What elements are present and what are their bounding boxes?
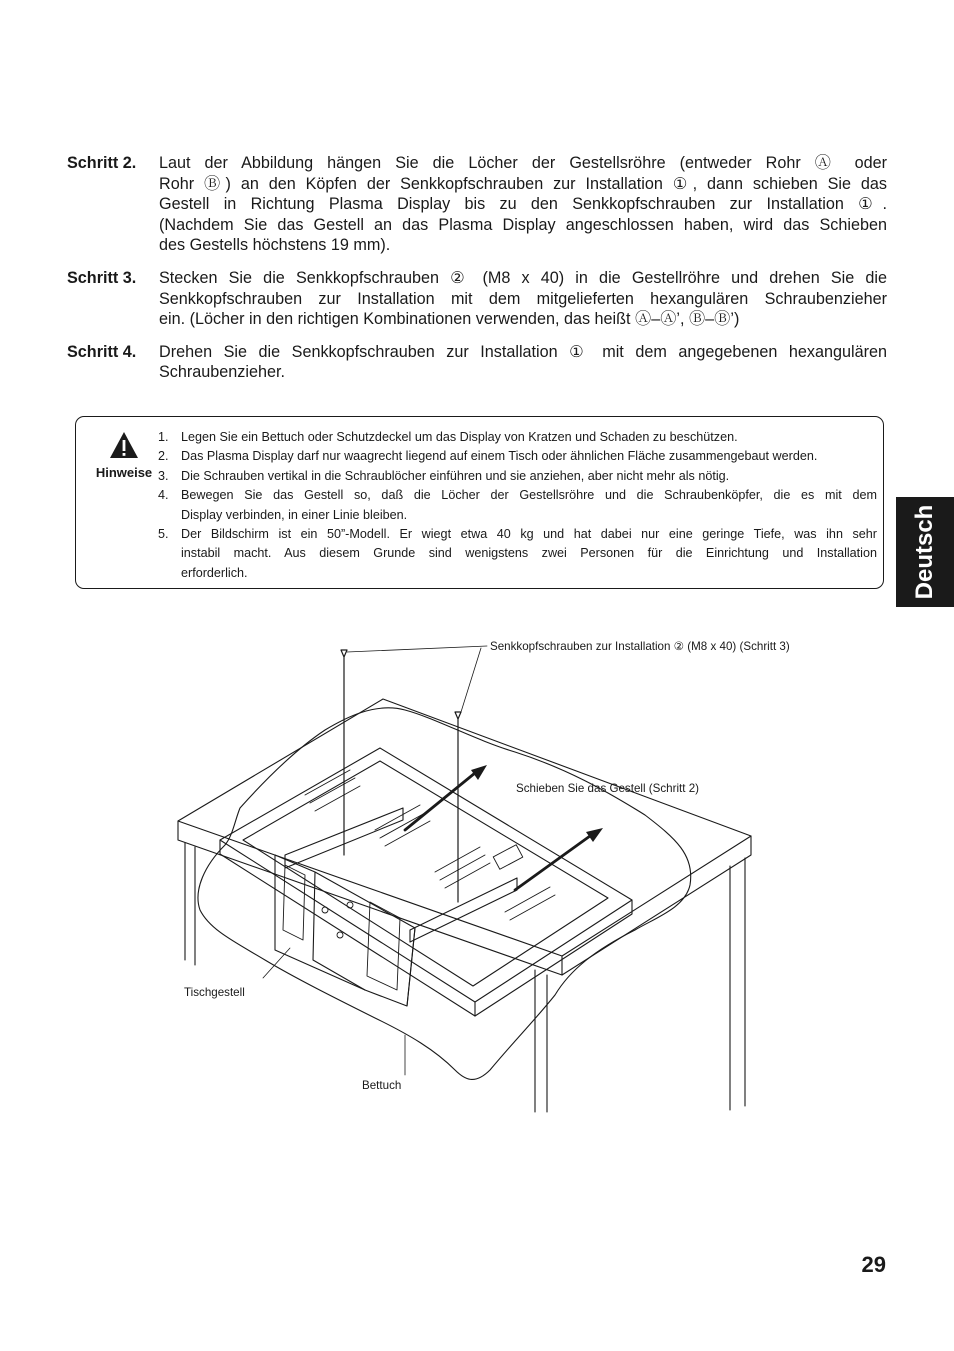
note-text-line: Bewegen Sie das Gestell so, daß die Löcher der Gestellsröhre und die Schraubenköpfer, die es mit dem <box>181 488 877 503</box>
note-text <box>181 428 877 447</box>
notes-box <box>75 416 884 589</box>
note-number: 1. <box>158 430 169 444</box>
note-text-line: Display verbinden, in einer Linie bleiben. <box>181 507 408 522</box>
step-text-line: des Gestells höchstens 19 mm). <box>159 236 391 255</box>
slide-caption: Schieben Sie das Gestell (Schritt 2) <box>516 782 700 795</box>
installation-illustration <box>175 640 775 1120</box>
note-text-line: Legen Sie ein Bettuch oder Schutzdeckel um das Display von Kratzen und Schaden zu beschützen. <box>181 430 738 444</box>
table-caption: Tischgestell <box>184 986 245 999</box>
step-item <box>67 153 887 256</box>
note-item <box>158 428 877 447</box>
warning-icon <box>109 431 139 459</box>
note-text-line: Die Schrauben vertikal in die Schraublöcher einführen und sie anziehen, aber nicht mehr als nötig. <box>181 468 730 483</box>
step-text-line: Rohr Ⓑ) an den Köpfen der Senkkopfschrauben zur Installation ①, dann schieben Sie das <box>159 174 887 193</box>
note-text-line: erforderlich. <box>181 565 248 580</box>
note-text-line: Der Bildschirm ist ein 50”-Modell. Er wiegt etwa 40 kg und hat dabei nur eine geringe Tiefe, was ihn sehr <box>181 527 877 542</box>
step-label: Schritt 3. <box>67 268 137 287</box>
sheet-caption: Bettuch <box>362 1079 402 1092</box>
step-text-line: Gestell in Richtung Plasma Display bis zu den Senkkopfschrauben zur Installation ①. <box>159 195 887 214</box>
step-text-line: Stecken Sie die Senkkopfschrauben ② (M8 x 40) in die Gestellröhre und drehen Sie die <box>159 268 887 287</box>
screws-caption: Senkkopfschrauben zur Installation ② (M8 x 40) (Schritt 3) <box>490 640 790 653</box>
step-text-line: Schraubenzieher. <box>159 363 285 382</box>
step-text-line: Senkkopfschrauben zur Installation mit dem mitgelieferten hexangulären Schraubenzieher <box>159 289 887 308</box>
step-label: Schritt 2. <box>67 154 137 172</box>
note-text-line: instabil macht. Aus diesem Grunde sind wenigstens zwei Personen für die Einrichtung und Installation <box>181 546 877 561</box>
step-text-line: Laut der Abbildung hängen Sie die Löcher der Gestellsröhre (entweder Rohr Ⓐ oder <box>159 154 887 172</box>
note-text <box>181 525 877 583</box>
notes-label: Hinweise <box>95 465 153 480</box>
table-legs <box>185 843 745 1112</box>
screw-leaders <box>347 646 487 712</box>
language-tab-label: Deutsch <box>911 504 938 600</box>
step-item <box>67 342 887 383</box>
step-text <box>159 153 887 256</box>
note-text <box>181 447 877 466</box>
step-item <box>67 268 887 330</box>
step-text <box>159 268 887 330</box>
step-text-line: (Nachdem Sie das Gestell an das Plasma Display angeschlossen haben, wird das Schieben <box>159 215 887 234</box>
notes-list <box>158 428 877 583</box>
screws <box>341 650 461 902</box>
note-number: 2. <box>158 449 169 464</box>
note-item <box>158 486 877 525</box>
stand-base <box>275 855 415 1006</box>
warning-block <box>84 431 164 480</box>
steps-list <box>67 153 887 395</box>
note-text-line: Das Plasma Display darf nur waagrecht liegend auf einem Tisch oder ähnlichen Fläche zusammengebaut werden. <box>181 449 818 464</box>
step-text-line: Drehen Sie die Senkkopfschrauben zur Installation ① mit dem angegebenen hexangulären <box>159 342 887 361</box>
note-number: 4. <box>158 488 169 503</box>
page-number: 29 <box>861 1252 886 1277</box>
note-text <box>181 486 877 525</box>
step-label: Schritt 4. <box>67 342 137 361</box>
step-text <box>159 342 887 383</box>
note-item <box>158 447 877 466</box>
stand-rail-b <box>410 878 517 942</box>
step-text-line: ein. (Löcher in den richtigen Kombinationen verwenden, das heißt Ⓐ–Ⓐ’, Ⓑ–Ⓑ’) <box>159 310 740 329</box>
bed-sheet <box>198 708 691 1080</box>
note-number: 3. <box>158 468 169 483</box>
note-text <box>181 467 877 486</box>
language-tab <box>896 497 954 607</box>
note-item <box>158 467 877 486</box>
note-item <box>158 525 877 583</box>
note-number: 5. <box>158 527 169 542</box>
